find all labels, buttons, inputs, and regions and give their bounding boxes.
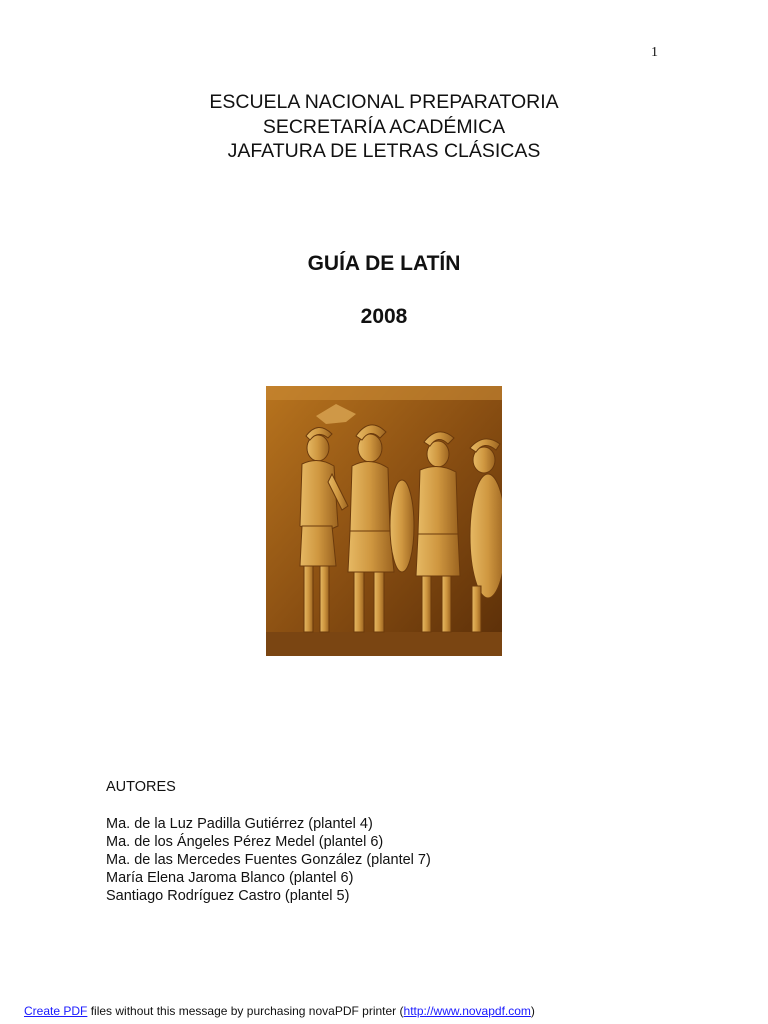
author-item: Ma. de la Luz Padilla Gutiérrez (plantel 4): [106, 816, 373, 832]
author-item: Ma. de los Ángeles Pérez Medel (plantel 6): [106, 834, 384, 850]
footer-text-end: ): [530, 1004, 535, 1018]
header-line-department: JAFATURA DE LETRAS CLÁSICAS: [227, 140, 541, 162]
authors-heading: AUTORES: [106, 779, 176, 795]
header-line-secretariat: SECRETARÍA ACADÉMICA: [262, 115, 506, 138]
novapdf-link[interactable]: http://www.novapdf.com: [403, 1004, 531, 1018]
roman-relief-image: [266, 386, 502, 656]
institution-header: [0, 90, 768, 164]
document-title: GUÍA DE LATÍN: [307, 252, 461, 275]
author-item: María Elena Jaroma Blanco (plantel 6): [106, 870, 354, 886]
page-number: 1: [651, 45, 658, 60]
pdf-footer-notice: [24, 1004, 535, 1018]
author-item: Ma. de las Mercedes Fuentes González (plantel 7): [106, 852, 431, 868]
header-line-school: ESCUELA NACIONAL PREPARATORIA: [209, 91, 559, 113]
document-year: 2008: [360, 305, 408, 328]
authors-list: [106, 815, 431, 905]
create-pdf-link[interactable]: Create PDF: [24, 1004, 88, 1018]
footer-text: files without this message by purchasing novaPDF printer (: [87, 1004, 404, 1018]
author-item: Santiago Rodríguez Castro (plantel 5): [106, 888, 350, 904]
